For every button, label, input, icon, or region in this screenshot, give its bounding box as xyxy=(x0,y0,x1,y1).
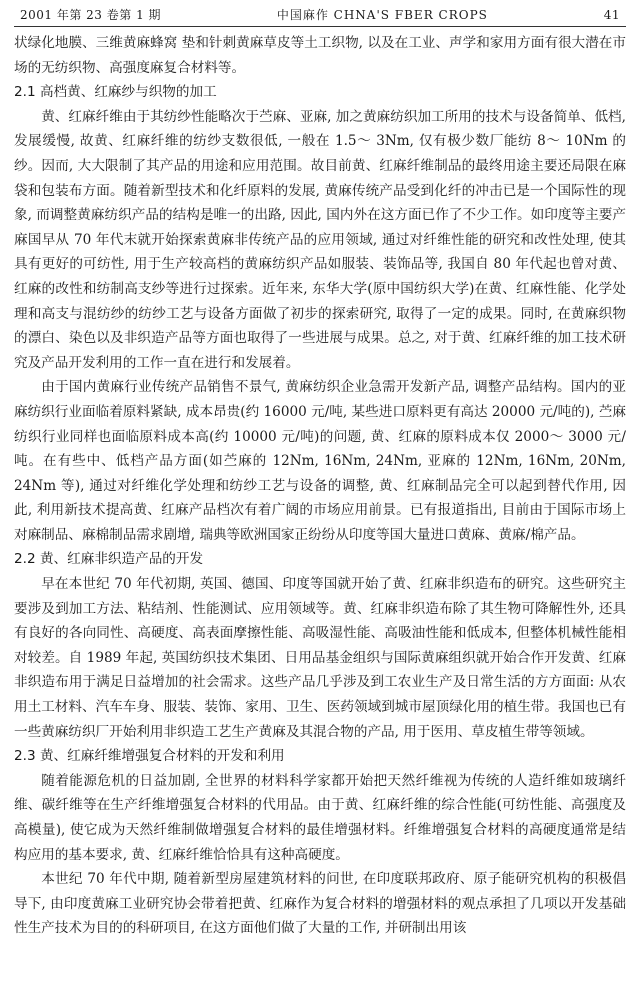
paragraph: 本世纪 70 年代中期, 随着新型房屋建筑材料的问世, 在印度联邦政府、原子能研究机构的积极倡导下, 由印度黄麻工业研究协会带着把黄、红麻作为复合材料的增强材料的观点承担了几项以开发基础性生产技术为目的的科研项目, 在这方面他们做了大量的工作, 并研制出用该 xyxy=(14,871,626,937)
paragraph: 随着能源危机的日益加剧, 全世界的材料科学家都开始把天然纤维视为传统的人造纤维如玻璃纤维、碳纤维等在生产纤维增强复合材料的代用品。由于黄、红麻纤维的综合性能(可纺性能、高强度及高模量), 使它成为天然纤维制做增强复合材料的最佳增强材料。纤维增强复合材料的高硬度通常是结构应用的基本要求, 黄、红麻纤维恰恰具有这种高硬度。 xyxy=(14,772,626,863)
section-heading-2-3: 2.3 黄、红麻纤维增强复合材料的开发和利用 xyxy=(14,748,285,765)
page-number: 41 xyxy=(603,8,620,22)
section-heading-2-2: 2.2 黄、红麻非织造产品的开发 xyxy=(14,551,204,568)
paragraph: 黄、红麻纤维由于其纺纱性能略次于苎麻、亚麻, 加之黄麻纺织加工所用的技术与设备简单、低档, 发展缓慢, 故黄、红麻纤维的纺纱支数很低, 一般在 1.5～ 3Nm, 仅有极少数厂能纺 8～ 10Nm 的纱。因而, 大大限制了其产品的用途和应用范围。故目前黄、红麻纤维制品的最终用途主要还局限在麻袋和包装布方面。随着新型技术和化纤原料的发展, 黄麻传统产品受到化纤的冲击已是一个国际性的现象, 而调整黄麻纺织产品的结构是唯一的出路, 因此, 国内外在这方面已作了不少工作。如印度等主要产麻国早从 70 年代末就开始探索黄麻非传统产品的应用领域, 通过对纤维性能的研究和改性处理, 使其具有更好的可纺性, 用于生产较高档的黄麻纺织产品如服装、装饰品等, 我国自 80 年代起也曾对黄、红麻的改性和纺制高支纱等进行过探索。近年来, 东华大学(原中国纺织大学)在黄、红麻性能、化学处理和高支与混纺纱的纺纱工艺与设备方面做了初步的探索研究, 取得了一定的成果。同时, 在黄麻织物的漂白、染色以及非织造产品等方面也取得了一些进展与成果。总之, 对于黄、红麻纤维的加工技术研究及产品开发利用的工作一直在进行和发展着。 xyxy=(14,108,626,371)
journal-title: 中国麻作 CHNA'S FBER CROPS xyxy=(276,8,488,22)
issue-info: 2001 年第 23 卷第 1 期 xyxy=(20,8,162,22)
paragraph: 早在本世纪 70 年代初期, 英国、德国、印度等国就开始了黄、红麻非织造布的研究。这些研究主要涉及到加工方法、粘结剂、性能测试、应用领域等。黄、红麻非织造布除了其生物可降解性外, 还具有良好的各向同性、高硬度、高表面摩擦性能、高吸湿性能、高吸油性能和低成本, 但整体机械性能相对较差。自 1989 年起, 英国纺织技术集团、日用品基金组织与国际黄麻组织就开始合作开发黄、红麻非织造布用于满足日益增加的社会需求。这些产品几乎涉及到工农业生产及日常生活的方方面面: 从农用土工材料、汽车车身、服装、装饰、家用、卫生、医药领域到城市屋顶绿化用的植生带。我国也已有一些黄麻纺织厂开始利用非织造工艺生产黄麻及其混合物的产品, 用于医用、草皮植生带等领域。 xyxy=(14,576,626,740)
running-header xyxy=(14,6,626,27)
paragraph-continued: 状绿化地膜、三维黄麻蜂窝 垫和针刺黄麻草皮等土工织物, 以及在工业、声学和家用方面有很大潜在市场的无纺织物、高强度麻复合材料等。 xyxy=(14,35,626,76)
article-body xyxy=(14,31,626,941)
section-heading-2-1: 2.1 高档黄、红麻纱与织物的加工 xyxy=(14,84,217,101)
paragraph: 由于国内黄麻行业传统产品销售不景气, 黄麻纺织企业急需开发新产品, 调整产品结构。国内的亚麻纺织行业面临着原料紧缺, 成本昂贵(约 16000 元/吨, 某些进口原料更有高达 20000 元/吨的), 苎麻纺织行业同样也面临原料成本高(约 10000 元/吨)的问题, 黄、红麻的原料成本仅 2000～ 3000 元/吨。在有些中、低档产品方面(如苎麻的 12Nm, 16Nm, 24Nm, 亚麻的 12Nm, 16Nm, 20Nm, 24Nm 等), 通过对纤维化学处理和纺纱工艺与设备的调整, 黄、红麻制品完全可以起到替代作用, 因此, 利用新技术提高黄、红麻产品档次有着广阔的市场应用前景。已有报道指出, 目前由于国际市场上对麻制品、麻棉制品需求剧增, 瑞典等欧洲国家正纷纷从印度等国大量进口黄麻、黄麻/棉产品。 xyxy=(14,379,626,543)
